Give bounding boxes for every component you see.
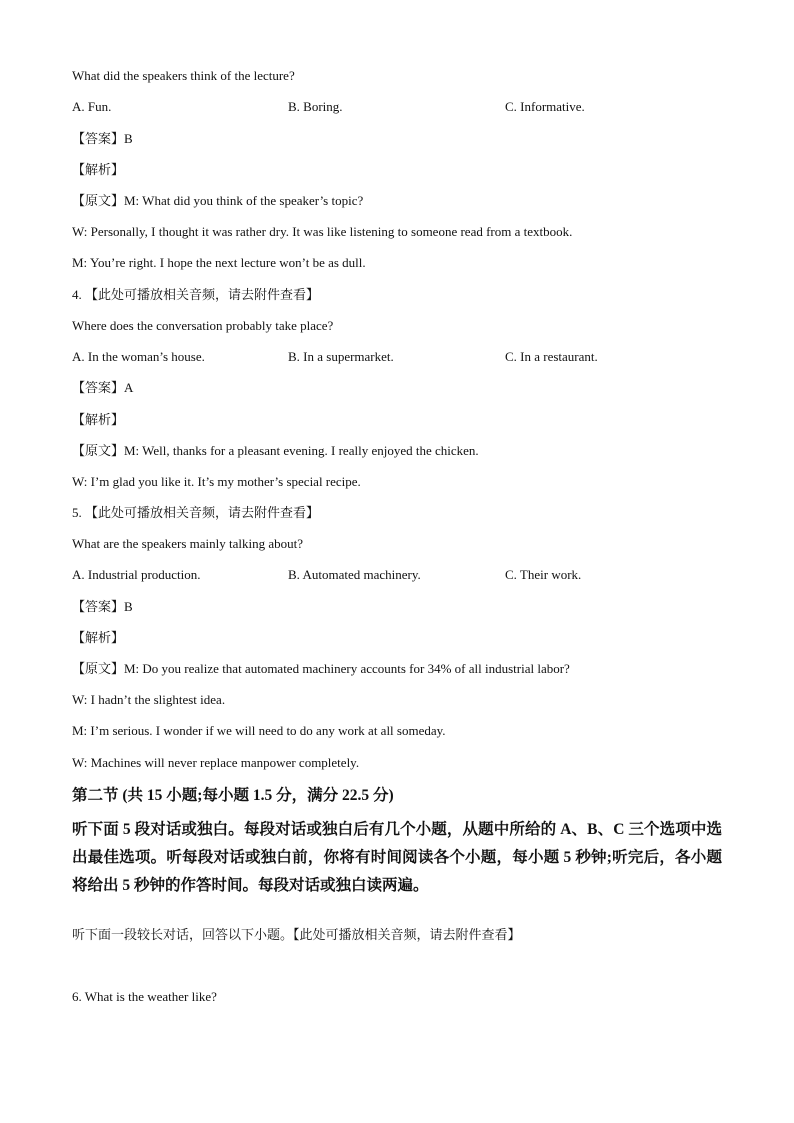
q3-script-line: M: You’re right. I hope the next lecture won’t be as dull.	[72, 255, 366, 270]
q4-header: 4. 【此处可播放相关音频，请去附件查看】	[72, 287, 320, 302]
q4-option-b: B. In a supermarket.	[288, 349, 394, 364]
q5-script-line: M: I’m serious. I wonder if we will need to do any work at all someday.	[72, 723, 446, 738]
q3-script-line: W: Personally, I thought it was rather dry. It was like listening to someone read from a textbook.	[72, 224, 573, 239]
q5-header: 5. 【此处可播放相关音频，请去附件查看】	[72, 505, 320, 520]
q5-option-b: B. Automated machinery.	[288, 567, 421, 582]
q5-script-line: W: I hadn’t the slightest idea.	[72, 692, 226, 707]
q3-answer: 【答案】B	[72, 131, 133, 146]
q3-analysis: 【解析】	[72, 162, 125, 177]
q5-option-a: A. Industrial production.	[72, 567, 201, 582]
q5-analysis: 【解析】	[72, 630, 125, 645]
q3-script-line: 【原文】M: What did you think of the speaker’s topic?	[72, 193, 364, 208]
q4-script-line: W: I’m glad you like it. It’s my mother’s special recipe.	[72, 474, 361, 489]
q4-analysis: 【解析】	[72, 412, 125, 427]
q4-script-line: 【原文】M: Well, thanks for a pleasant evening. I really enjoyed the chicken.	[72, 443, 479, 458]
section2-listen-note: 听下面一段较长对话，回答以下小题。【此处可播放相关音频，请去附件查看】	[72, 927, 521, 942]
q3-option-a: A. Fun.	[72, 99, 112, 114]
q4-question: Where does the conversation probably take place?	[72, 318, 334, 333]
section2-heading: 第二节 (共 15 小题;每小题 1.5 分，满分 22.5 分)	[72, 787, 394, 804]
q5-script-line: 【原文】M: Do you realize that automated machinery accounts for 34% of all industrial labor?	[72, 661, 570, 676]
q4-option-c: C. In a restaurant.	[505, 349, 598, 364]
section2-instructions: 听下面 5 段对话或独白。每段对话或独白后有几个小题，从题中所给的 A、B、C 三个选项中选出最佳选项。听每段对话或独白前，你将有时间阅读各个小题，每小题 5 秒钟;听完后，各小题将给出 5 秒钟的作答时间。每段对话或独白读两遍。	[72, 821, 722, 894]
q5-answer: 【答案】B	[72, 599, 133, 614]
q4-option-a: A. In the woman’s house.	[72, 349, 205, 364]
q3-question: What did the speakers think of the lecture?	[72, 68, 295, 83]
q3-option-c: C. Informative.	[505, 99, 585, 114]
q6-question: 6. What is the weather like?	[72, 989, 217, 1004]
q5-option-c: C. Their work.	[505, 567, 582, 582]
q4-answer: 【答案】A	[72, 380, 134, 395]
q5-question: What are the speakers mainly talking about?	[72, 536, 304, 551]
q5-script-line: W: Machines will never replace manpower completely.	[72, 755, 360, 770]
q3-option-b: B. Boring.	[288, 99, 343, 114]
